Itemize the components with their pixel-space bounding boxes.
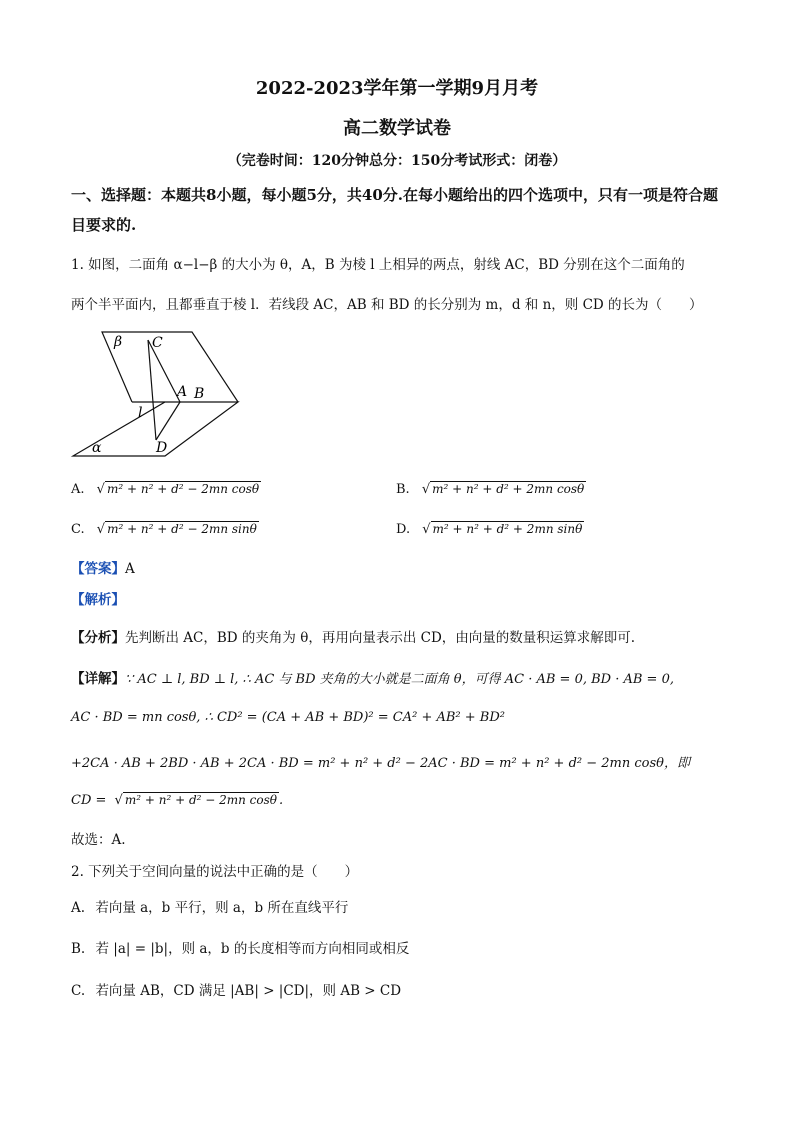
option-letter: B. [71, 941, 86, 957]
q1-stem-line1: 1. 如图，二面角 α−l−β 的大小为 θ，A，B 为棱 l 上相异的两点，射线 AC，BD 分别在这个二面角的 [71, 257, 685, 273]
segment-bd [156, 402, 180, 440]
option-expr: m² + n² + d² + 2mn sinθ [432, 522, 583, 536]
q1-option-b[interactable]: B. √ m² + n² + d² + 2mn cosθ [396, 482, 585, 497]
option-letter: A. [71, 482, 85, 497]
label-d: D [156, 440, 168, 456]
option-letter: C. [71, 983, 86, 999]
detail4-lhs: CD = [71, 793, 107, 808]
plane-beta [102, 332, 238, 402]
section-heading: 一、选择题：本题共8小题，每小题5分，共40分.在每小题给出的四个选项中，只有一项是符合题目要求的. [71, 186, 718, 234]
label-beta: β [114, 334, 123, 350]
detail-tag: 【详解】 [71, 671, 125, 687]
fenxi-tag: 【分析】 [71, 630, 125, 646]
detail-line1 [71, 667, 674, 687]
label-a: A [177, 384, 188, 400]
q2-option-b[interactable] [71, 937, 409, 957]
label-c: C [152, 335, 163, 351]
option-text: 若向量 AB，CD 满足 |AB| > |CD|，则 AB > CD [95, 983, 402, 999]
fenxi-text: 先判断出 AC，BD 的夹角为 θ，再用向量表示出 CD，由向量的数量积运算求解即可. [125, 630, 636, 646]
detail4-radicand: m² + n² + d² − 2mn cosθ [124, 793, 277, 807]
label-l: l [138, 405, 143, 421]
detail-line2: AC · BD = mn cosθ, ∴ CD² = (CA + AB + BD)² = CA² + AB² + BD² [71, 710, 505, 725]
option-expr: m² + n² + d² − 2mn cosθ [106, 482, 260, 496]
conclusion: 故选：A. [71, 832, 126, 848]
option-expr: m² + n² + d² + 2mn cosθ [432, 482, 585, 496]
option-letter: B. [396, 482, 410, 497]
dihedral-angle-figure [70, 328, 245, 460]
q1-stem-line2: 两个半平面内，且都垂直于棱 l．若线段 AC，AB 和 BD 的长分别为 m，d 和 n，则 CD 的长为（ ） [71, 297, 703, 313]
exam-info: （完卷时间：120分钟总分：150分考试形式：闭卷） [227, 153, 567, 169]
q1-option-c[interactable]: C. √ m² + n² + d² − 2mn sinθ [71, 522, 257, 537]
segment-cd [148, 340, 156, 440]
option-text: 若向量 a，b 平行，则 a，b 所在直线平行 [95, 900, 349, 916]
detail-line4: CD = √ m² + n² + d² − 2mn cosθ . [71, 793, 284, 808]
label-b: B [194, 386, 205, 402]
option-letter: D. [396, 522, 411, 537]
analysis-tag: 【解析】 [71, 592, 125, 608]
detail4-end: . [279, 793, 284, 808]
fenxi-line [71, 626, 635, 646]
answer-line [71, 557, 135, 577]
option-letter: A. [71, 900, 86, 916]
q1-option-d[interactable]: D. √ m² + n² + d² + 2mn sinθ [396, 522, 583, 537]
label-alpha: α [92, 440, 102, 456]
option-text: 若 |a| = |b|，则 a，b 的长度相等而方向相同或相反 [95, 941, 410, 957]
option-expr: m² + n² + d² − 2mn sinθ [107, 522, 257, 536]
option-letter: C. [71, 522, 85, 537]
detail-line3: +2CA · AB + 2BD · AB + 2CA · BD = m² + n² + d² − 2AC · BD = m² + n² + d² − 2mn cosθ，即 [71, 756, 690, 771]
q2-option-c[interactable] [71, 979, 401, 999]
q2-option-a[interactable] [71, 896, 348, 916]
answer-value: A [125, 561, 135, 577]
detail-text1: ∵ AC ⊥ l, BD ⊥ l, ∴ AC 与 BD 夹角的大小就是二面角 θ，可得 AC · AB = 0, BD · AB = 0, [125, 672, 674, 687]
analysis-line [71, 588, 125, 608]
answer-tag: 【答案】 [71, 561, 125, 577]
exam-subtitle: 高二数学试卷 [343, 118, 451, 139]
q2-stem: 2. 下列关于空间向量的说法中正确的是（ ） [71, 864, 359, 880]
exam-title: 2022-2023学年第一学期9月月考 [255, 78, 539, 99]
q1-option-a[interactable]: A. √ m² + n² + d² − 2mn cosθ [71, 482, 260, 497]
